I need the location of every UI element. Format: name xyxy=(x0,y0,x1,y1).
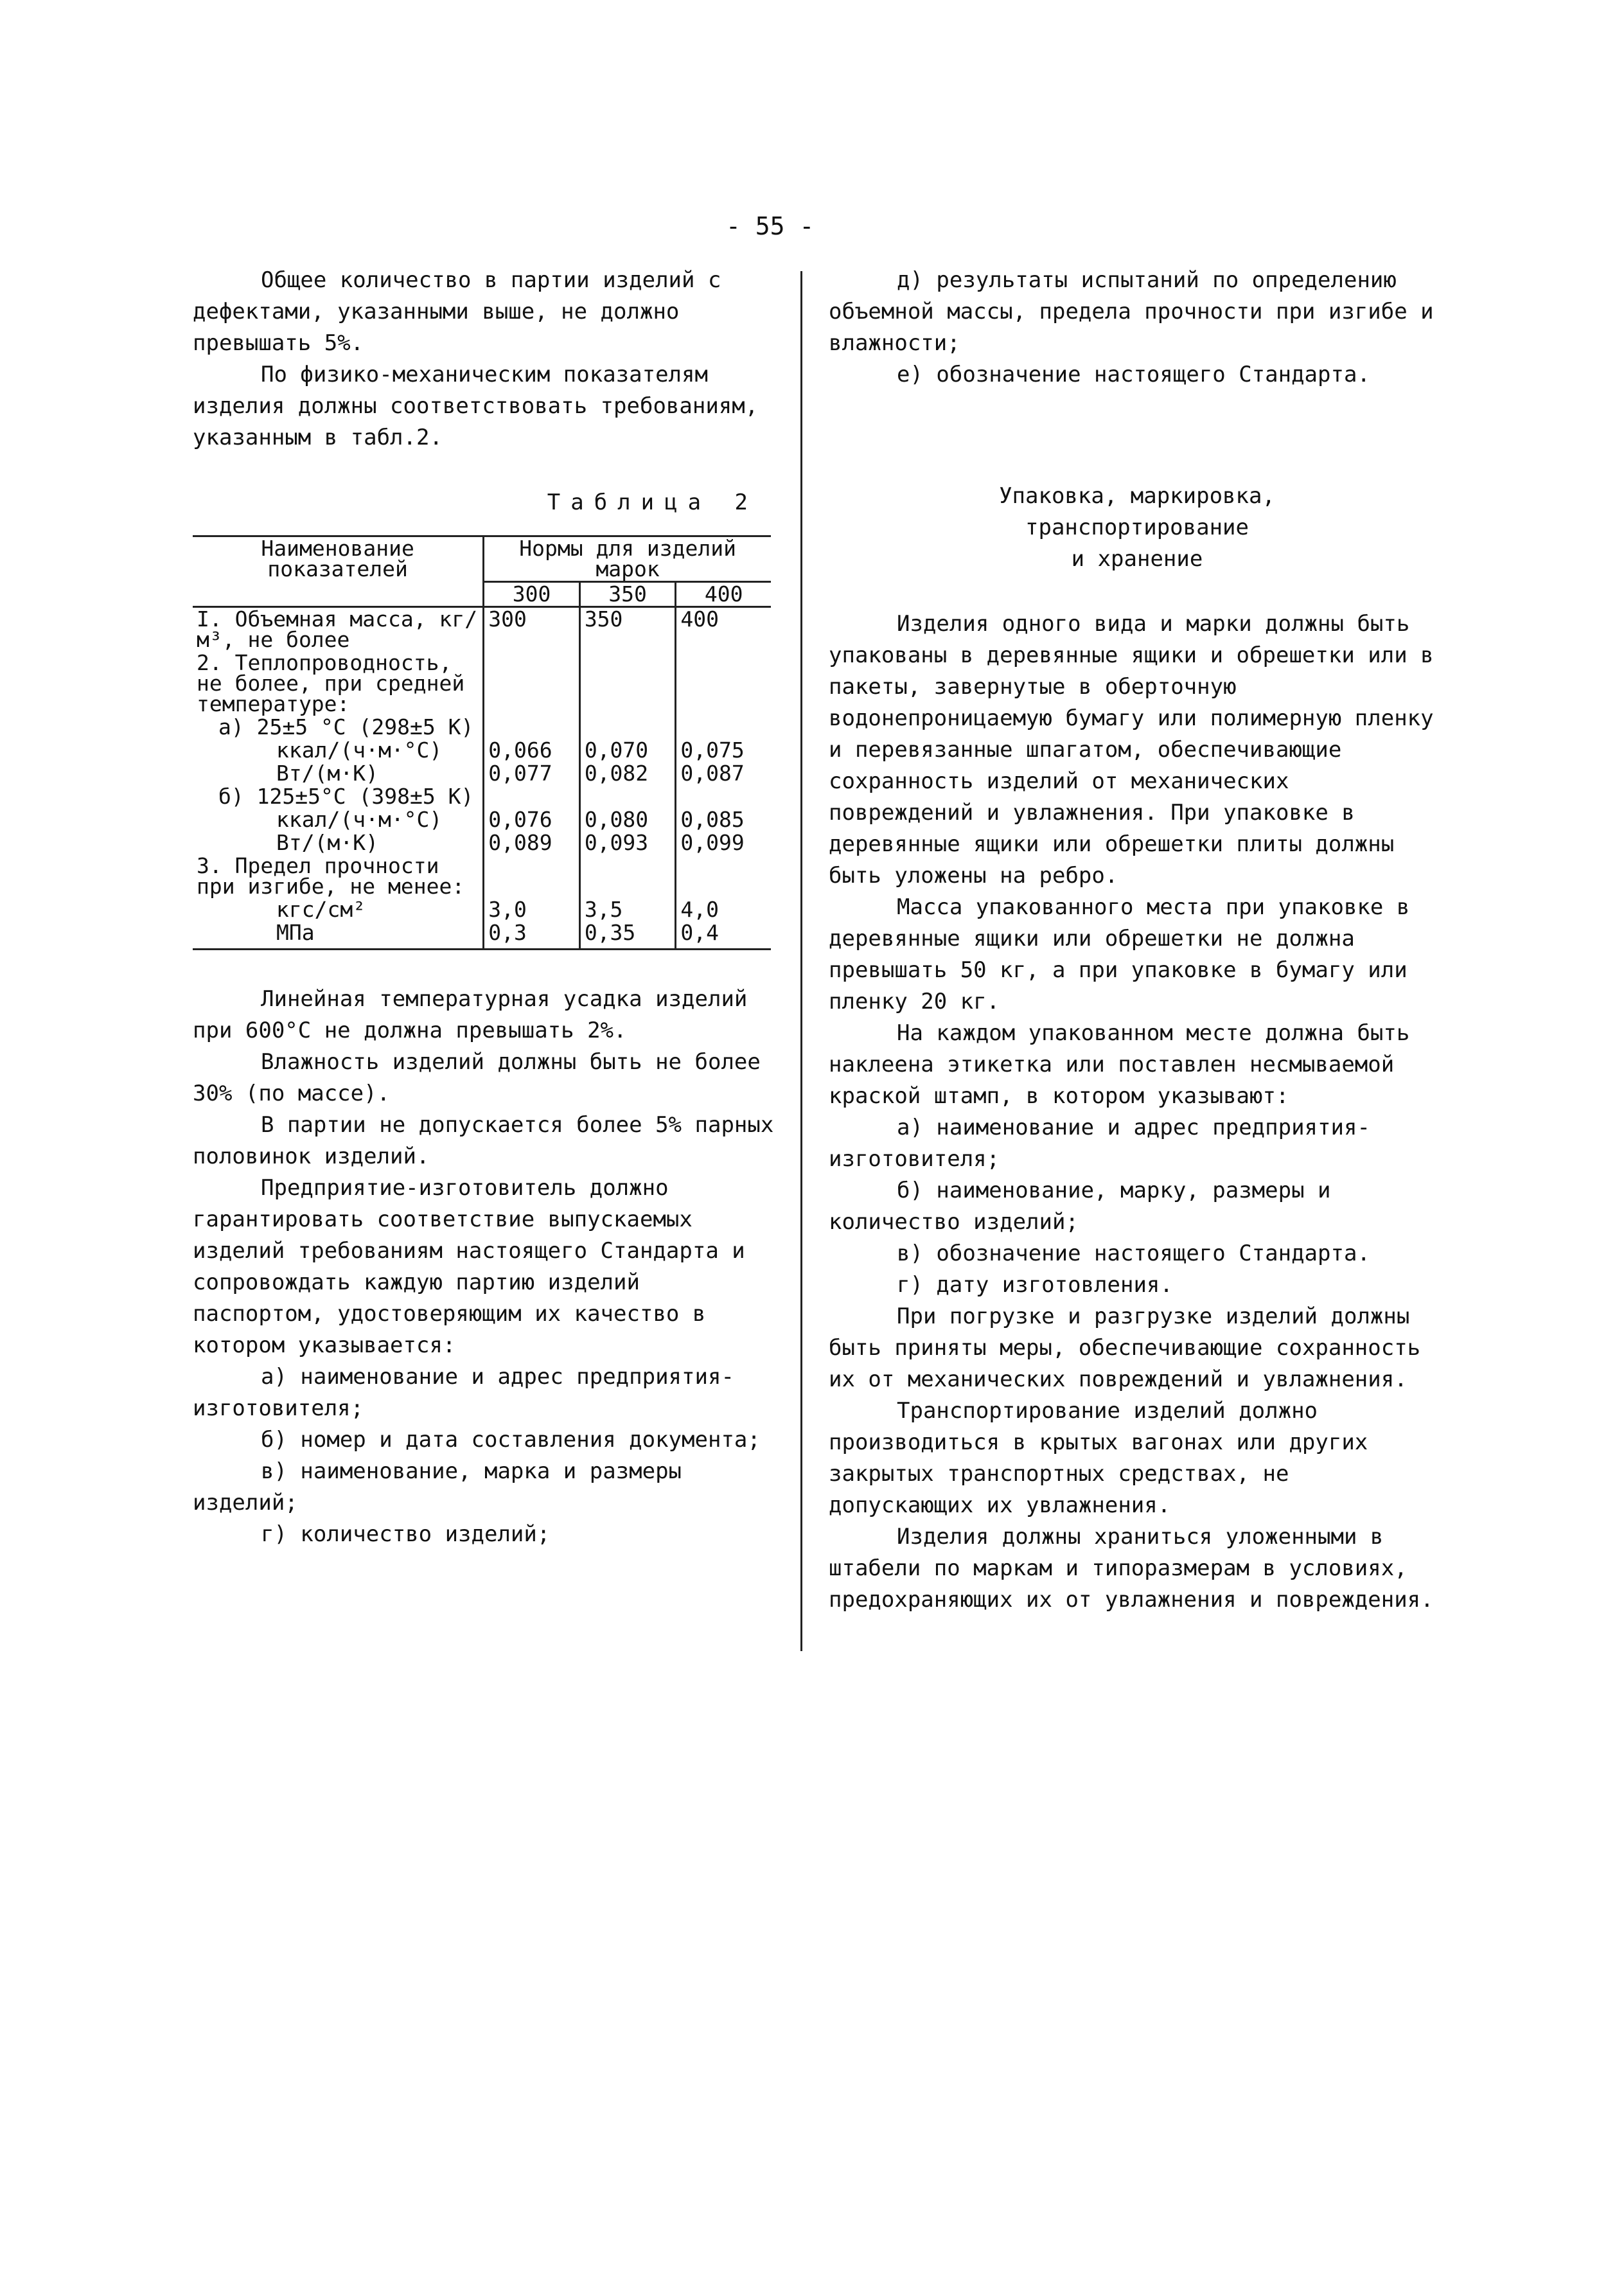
cell xyxy=(484,716,580,739)
cell: 300 xyxy=(484,607,580,652)
grade-header: 400 xyxy=(676,582,771,607)
cell: 0,35 xyxy=(579,921,676,950)
grade-header: 300 xyxy=(484,582,580,607)
table-row xyxy=(193,808,771,831)
cell xyxy=(484,785,580,808)
cell: 0,093 xyxy=(579,831,676,854)
cell xyxy=(676,785,771,808)
paragraph: Масса упакованного места при упаковке в деревянные ящики или обрешетки не должна превышать 50 кг, а при упаковке в бумагу или пленку 20 кг. xyxy=(829,894,1410,1014)
table-caption: Таблица 2 xyxy=(547,490,758,515)
cell xyxy=(484,651,580,716)
paragraph: По физико-механическим показателям изделия должны соответствовать требованиям, указанным в табл.2. xyxy=(193,362,759,450)
cell: 0,3 xyxy=(484,921,580,950)
list-item: в) обозначение настоящего Стандарта. xyxy=(897,1241,1370,1266)
cell: 0,077 xyxy=(484,762,580,785)
list-item: г) дату изготовления. xyxy=(897,1272,1173,1298)
list-item: д) результаты испытаний по определению объемной массы, предела прочности при изгибе и влажности; xyxy=(829,267,1434,356)
cell xyxy=(579,785,676,808)
cell: 0,089 xyxy=(484,831,580,854)
paragraph: Транспортирование изделий должно производиться в крытых вагонах или других закрытых транспортных средствах, не допускающих их увлажнения. xyxy=(829,1398,1368,1518)
row-label: Вт/(м·К) xyxy=(276,830,378,855)
row-label: а) 25±5 °С (298±5 К) xyxy=(218,714,474,739)
header-name: Наименование показателей xyxy=(193,536,484,607)
cell xyxy=(676,854,771,898)
table-row xyxy=(193,785,771,808)
grade-header: 350 xyxy=(579,582,676,607)
paragraph: Изделия должны храниться уложенными в штабели по маркам и типоразмерам в условиях, предохраняющих их от увлажнения и повреждения. xyxy=(829,1524,1434,1613)
table-row xyxy=(193,716,771,739)
table-row xyxy=(193,831,771,854)
list-item: б) наименование, марку, размеры и количество изделий; xyxy=(829,1178,1331,1235)
row-label: 2. Теплопроводность, не более, при средней температуре: xyxy=(197,650,465,716)
left-column xyxy=(193,265,784,1550)
cell: 0,070 xyxy=(579,739,676,762)
table-row xyxy=(193,898,771,921)
row-label: ккал/(ч·м·°С) xyxy=(276,738,443,763)
cell xyxy=(579,854,676,898)
paragraph: Предприятие-изготовитель должно гарантировать соответствие выпускаемых изделий требованиям настоящего Стандарта и сопровождать каждую партию изделий паспортом, удостоверяющим их качество в котором указывается: xyxy=(193,1175,745,1358)
row-label: Вт/(м·К) xyxy=(276,761,378,786)
list-item: е) обозначение настоящего Стандарта. xyxy=(897,362,1370,387)
cell: 0,087 xyxy=(676,762,771,785)
paragraph: В партии не допускается более 5% парных половинок изделий. xyxy=(193,1112,774,1169)
cell: 4,0 xyxy=(676,898,771,921)
cell: 3,0 xyxy=(484,898,580,921)
section-heading xyxy=(829,481,1445,575)
cell: 350 xyxy=(579,607,676,652)
paragraph: Влажность изделий должны быть не более 30% (по массе). xyxy=(193,1049,761,1106)
page-number: - 55 - xyxy=(726,212,815,240)
paragraph: Изделия одного вида и марки должны быть упакованы в деревянные ящики и обрешетки или в пакеты, завернутые в оберточную водонепроницаемую бумагу или полимерную пленку и перевязанные шпагатом, обеспечивающие сохранность изделий от механических повреждений и увлажнения. При упаковке в деревянные ящики или обрешетки плиты должны быть уложены на ребро. xyxy=(829,611,1434,889)
header-norms: Нормы для изделий марок xyxy=(484,536,771,582)
table-row xyxy=(193,921,771,950)
cell xyxy=(484,854,580,898)
cell: 400 xyxy=(676,607,771,652)
table-2 xyxy=(193,535,771,950)
paragraph: На каждом упакованном месте должна быть наклеена этикетка или поставлен несмываемой краской штамп, в котором указывают: xyxy=(829,1020,1410,1109)
cell xyxy=(579,651,676,716)
row-label: кгс/см² xyxy=(276,897,366,922)
column-divider xyxy=(800,271,802,1651)
row-label: I. Объемная масса, кг/м³, не более xyxy=(197,606,478,652)
cell xyxy=(676,716,771,739)
table-row xyxy=(193,739,771,762)
heading-line: Упаковка, маркировка, xyxy=(999,483,1275,509)
cell: 0,099 xyxy=(676,831,771,854)
list-item: г) количество изделий; xyxy=(261,1521,551,1547)
heading-line: транспортирование xyxy=(1025,515,1249,540)
row-label: ккал/(ч·м·°С) xyxy=(276,807,443,832)
row-label: 3. Предел прочности при изгибе, не менее: xyxy=(197,853,465,899)
paragraph: Линейная температурная усадка изделий при 600°С не должна превышать 2%. xyxy=(193,986,748,1043)
list-item: а) наименование и адрес предприятия-изготовителя; xyxy=(829,1115,1370,1172)
cell: 3,5 xyxy=(579,898,676,921)
cell: 0,075 xyxy=(676,739,771,762)
list-item: в) наименование, марка и размеры изделий; xyxy=(193,1458,682,1516)
row-label: б) 125±5°С (398±5 К) xyxy=(218,784,474,809)
heading-line: и хранение xyxy=(1071,546,1203,572)
table-row xyxy=(193,607,771,652)
cell: 0,082 xyxy=(579,762,676,785)
cell: 0,076 xyxy=(484,808,580,831)
cell: 0,066 xyxy=(484,739,580,762)
list-item: б) номер и дата составления документа; xyxy=(261,1427,761,1453)
cell xyxy=(676,651,771,716)
row-label: МПа xyxy=(276,920,315,945)
cell: 0,085 xyxy=(676,808,771,831)
paragraph: Общее количество в партии изделий с дефектами, указанными выше, не должно превышать 5%. xyxy=(193,267,721,356)
cell xyxy=(579,716,676,739)
cell: 0,4 xyxy=(676,921,771,950)
table-row xyxy=(193,762,771,785)
table-row xyxy=(193,651,771,716)
paragraph: При погрузке и разгрузке изделий должны быть приняты меры, обеспечивающие сохранность их от механических повреждений и увлажнения. xyxy=(829,1304,1421,1392)
cell: 0,080 xyxy=(579,808,676,831)
table-row xyxy=(193,854,771,898)
right-column xyxy=(829,265,1445,1616)
list-item: а) наименование и адрес предприятия-изготовителя; xyxy=(193,1364,734,1421)
